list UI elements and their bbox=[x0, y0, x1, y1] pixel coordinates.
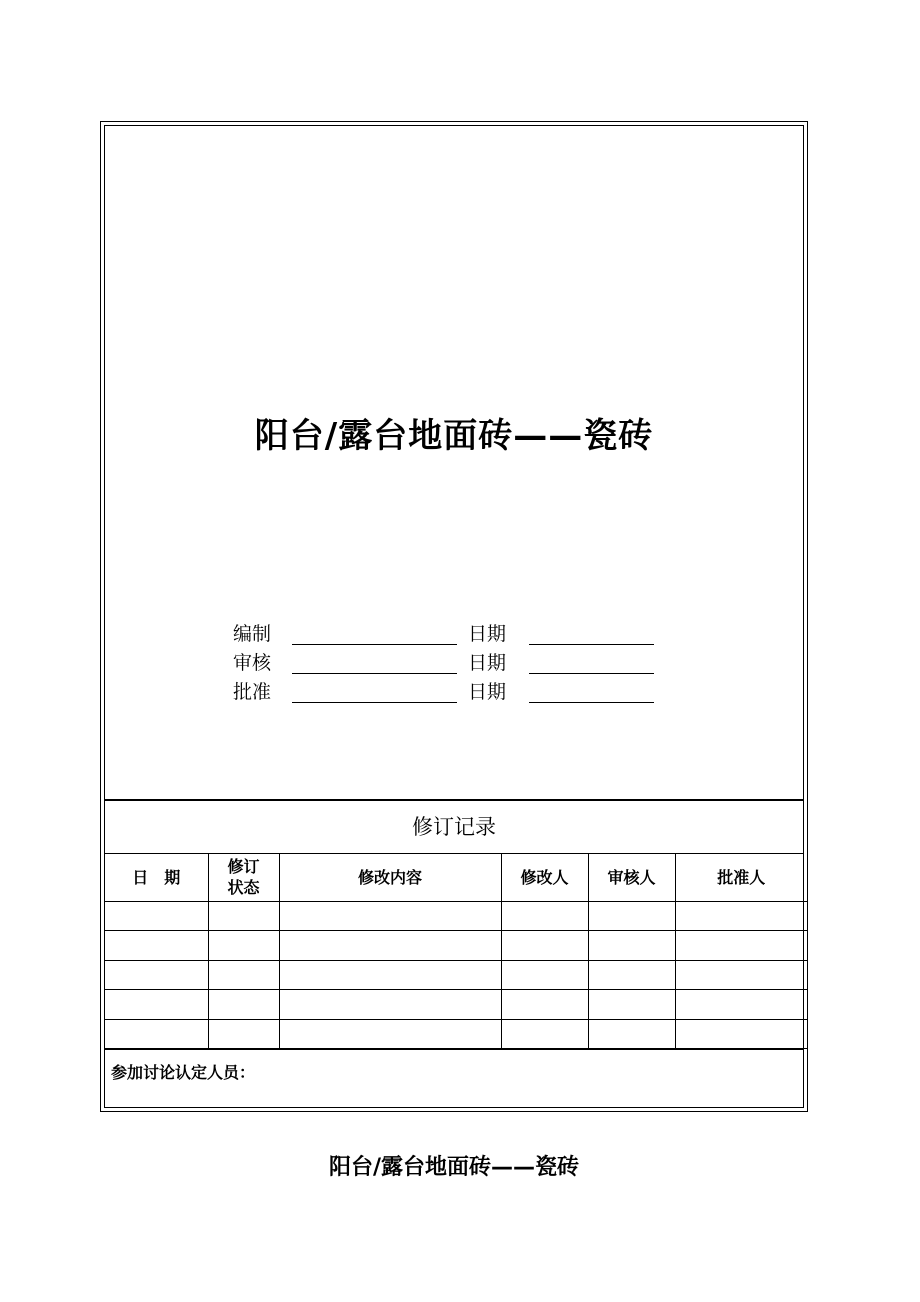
header-status-line1: 修订 bbox=[227, 857, 260, 876]
signature-label: 编制 bbox=[233, 623, 272, 645]
revision-section-title: 修订记录 bbox=[105, 801, 803, 854]
signature-blank bbox=[292, 702, 457, 703]
document-inner-frame bbox=[104, 125, 804, 1108]
date-blank bbox=[529, 673, 654, 674]
document-frame bbox=[100, 121, 808, 1112]
table-row bbox=[105, 960, 807, 989]
footer-title: 阳台/露台地面砖——瓷砖 bbox=[328, 1155, 580, 1180]
header-reviewer: 审核人 bbox=[588, 853, 675, 902]
signature-blank bbox=[292, 644, 457, 645]
header-status bbox=[208, 853, 279, 902]
date-label: 日期 bbox=[468, 623, 507, 645]
header-modifier: 修改人 bbox=[501, 853, 588, 902]
participants-label: 参加讨论认定人员： bbox=[111, 1063, 256, 1082]
revision-table bbox=[105, 853, 807, 1049]
table-row bbox=[105, 990, 807, 1019]
table-row bbox=[105, 1019, 807, 1048]
signature-blank bbox=[292, 673, 457, 674]
date-label: 日期 bbox=[468, 681, 507, 703]
header-approver: 批准人 bbox=[675, 853, 807, 902]
header-content: 修改内容 bbox=[279, 853, 501, 902]
document-title: 阳台/露台地面砖——瓷砖 bbox=[254, 416, 654, 456]
revision-header-row bbox=[105, 853, 807, 902]
table-row bbox=[105, 902, 807, 931]
signature-label: 批准 bbox=[233, 681, 272, 703]
date-blank bbox=[529, 644, 654, 645]
table-row bbox=[105, 931, 807, 960]
participants-section bbox=[105, 1049, 803, 1107]
date-blank bbox=[529, 702, 654, 703]
header-status-line2: 状态 bbox=[227, 878, 260, 897]
date-label: 日期 bbox=[468, 652, 507, 674]
header-date: 日 期 bbox=[105, 853, 208, 902]
signature-label: 审核 bbox=[233, 652, 272, 674]
cover-section bbox=[105, 126, 803, 801]
